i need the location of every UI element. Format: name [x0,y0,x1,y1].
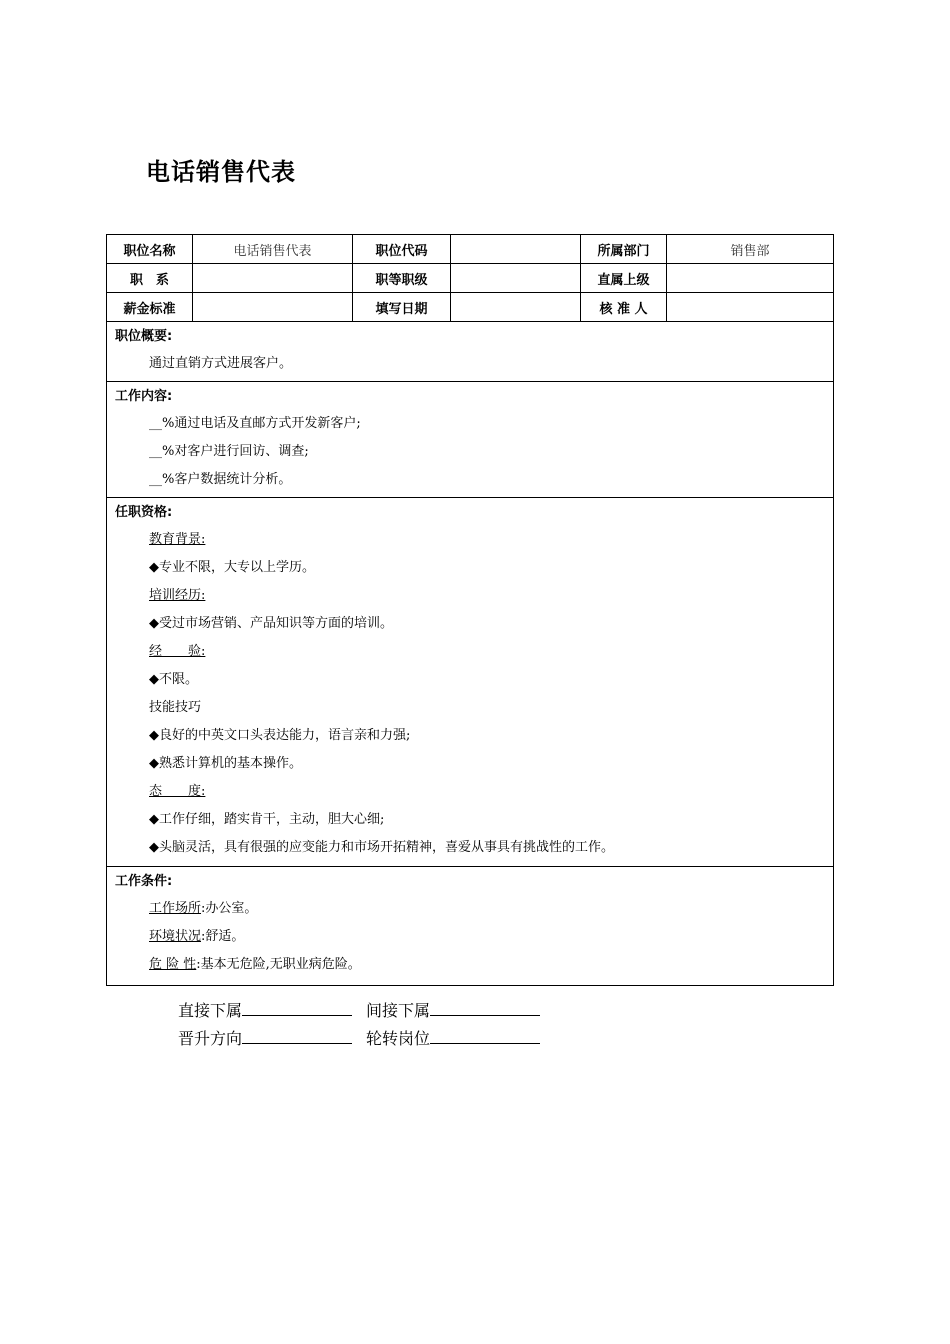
label-supervisor: 直属上级 [581,264,667,293]
value-job-family [193,264,353,293]
value-department: 销售部 [667,235,834,264]
header-row-3 [107,293,834,322]
rotation [366,1026,540,1049]
value-fill-date [451,293,581,322]
training-text: ◆受过市场营销、产品知识等方面的培训。 [149,616,393,631]
overview-text: 通过直销方式进展客户。 [149,356,293,371]
risk [107,951,833,979]
duty-item: __%对客户进行回访、调查; [149,444,309,459]
environment [107,923,833,951]
conditions-section [107,867,834,986]
conditions-row [107,867,834,986]
skill-item: ◆熟悉计算机的基本操作。 [149,756,302,771]
environment-label: 环境状况 [149,929,202,944]
qualifications-section [107,498,834,867]
footer-row-2 [178,1026,578,1050]
duties-title: 工作内容: [115,389,173,404]
promotion-label: 晋升方向 [178,1029,243,1048]
direct-subordinate-blank[interactable] [242,999,352,1016]
education-label [107,526,833,554]
attitude-label [107,778,833,806]
value-approver [667,293,834,322]
skills-label: 技能技巧 [149,700,202,715]
attitude-label-text: 态 度: [149,784,206,799]
value-supervisor [667,264,834,293]
promotion-blank[interactable] [242,1027,352,1044]
qualifications-title: 任职资格: [115,505,173,520]
footer-row-1 [178,998,578,1022]
indirect-subordinate [366,998,540,1021]
duty-item: __%客户数据统计分析。 [149,472,292,487]
experience-label-text: 经 验: [149,644,206,659]
value-grade [451,264,581,293]
promotion [178,1026,352,1049]
work-place [107,895,833,923]
rotation-label: 轮转岗位 [366,1029,431,1048]
value-position-code [451,235,581,264]
attitude-item: ◆工作仔细，踏实肯干，主动，胆大心细; [149,812,385,827]
environment-value: :舒适。 [201,929,245,944]
education-label-text: 教育背景: [149,532,206,547]
attitude-item: ◆头脑灵活，具有很强的应变能力和市场开拓精神，喜爱从事具有挑战性的工作。 [149,840,614,855]
page-title: 电话销售代表 [146,158,296,186]
duty-item: __%通过电话及直邮方式开发新客户; [149,416,361,431]
experience-label [107,638,833,666]
education-text: ◆专业不限，大专以上学历。 [149,560,315,575]
label-grade: 职等职级 [353,264,451,293]
direct-subordinate-label: 直接下属 [178,1001,243,1020]
label-approver: 核 准 人 [581,293,667,322]
label-fill-date: 填写日期 [353,293,451,322]
skill-item: ◆良好的中英文口头表达能力，语言亲和力强; [149,728,411,743]
duties-section [107,382,834,498]
header-row-2 [107,264,834,293]
label-department: 所属部门 [581,235,667,264]
direct-subordinate [178,998,352,1021]
header-row-1 [107,235,834,264]
risk-value: :基本无危险,无职业病危险。 [196,957,361,972]
work-place-value: :办公室。 [201,901,258,916]
value-position-name: 电话销售代表 [193,235,353,264]
training-label-text: 培训经历: [149,588,206,603]
work-place-label: 工作场所 [149,901,202,916]
value-salary [193,293,353,322]
duties-row [107,382,834,498]
overview-row [107,322,834,382]
overview-section [107,322,834,382]
indirect-subordinate-label: 间接下属 [366,1001,431,1020]
job-description-table [106,234,834,986]
risk-label: 危 险 性 [149,957,197,972]
label-position-name: 职位名称 [107,235,193,264]
conditions-title: 工作条件: [115,874,173,889]
rotation-blank[interactable] [430,1027,540,1044]
experience-text: ◆不限。 [149,672,198,687]
qualifications-row [107,498,834,867]
label-salary: 薪金标准 [107,293,193,322]
label-job-family: 职 系 [107,264,193,293]
training-label [107,582,833,610]
label-position-code: 职位代码 [353,235,451,264]
indirect-subordinate-blank[interactable] [430,999,540,1016]
overview-title: 职位概要: [115,329,173,344]
